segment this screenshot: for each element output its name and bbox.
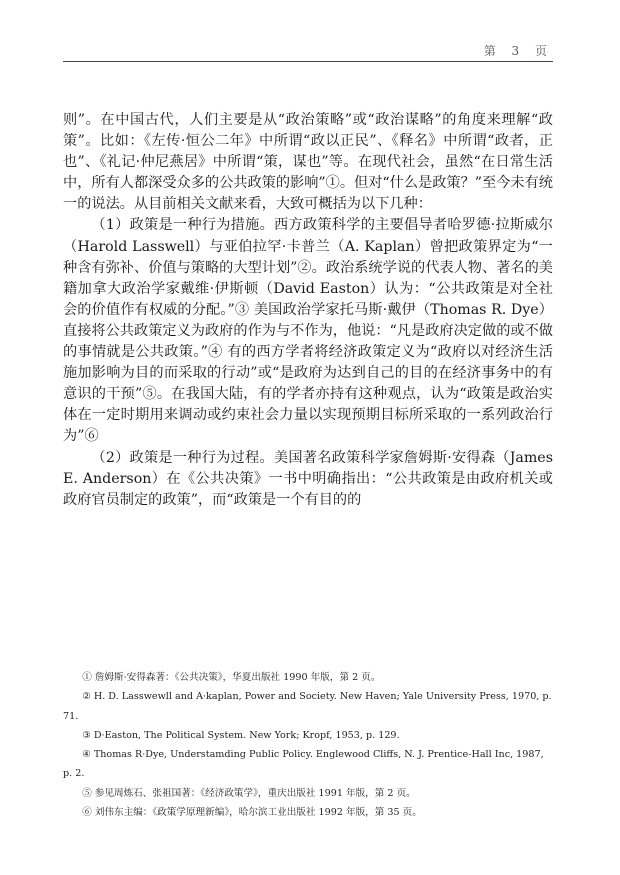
paragraph-3: （2）政策是一种行为过程。美国著名政策科学家詹姆斯·安得森（James E. Anderson）在《公共决策》一书中明确指出：“公共政策是由政府机关或政府官员制定的政策”，而“政策是一个有目的的 xyxy=(63,449,553,508)
page-header xyxy=(63,42,553,59)
body-text xyxy=(63,110,553,511)
footnote-1: ① 詹姆斯·安得森著：《公共决策》，华夏出版社 1990 年版，第 2 页。 xyxy=(82,672,381,683)
header-rule xyxy=(63,61,553,62)
paragraph-1: 则”。在中国古代，人们主要是从“政治策略”或“政治谋略”的角度来理解“政策”。比如：《左传·恒公二年》中所谓“政以正民”、《释名》中所谓“政者，正也”、《礼记·仲尼燕居》中所谓“策，谋也”等。在现代社会，虽然“在日常生活中，所有人都深受众多的公共政策的影响”①。但对“什么是政策？”至今未有统一的说法。从目前相关文献来看，大致可概括为以下几种： xyxy=(63,112,553,213)
paragraph-2: （1）政策是一种行为措施。西方政策科学的主要倡导者哈罗德·拉斯威尔（Harold Lasswell）与亚伯拉罕·卡普兰（A. Kaplan）曾把政策界定为“一种含有弥补、价值与策略的大型计划”②。政治系统学说的代表人物、著名的美籍加拿大政治学家戴维·伊斯顿（David Easton）认为：“公共政策是对全社会的价值作有权威的分配。”③ 美国政治学家托马斯·戴伊（Thomas R. Dye）直接将公共政策定义为政府的作为与不作为，他说：“凡是政府决定做的或不做的事情就是公共政策。”④ 有的西方学者将经济政策定义为“政府以对经济生活施加影响为目的而采取的行动”或“是政府为达到自己的目的在经济事务中的有意识的干预”⑤。在我国大陆，有的学者亦持有这种观点，认为“政策是政治实体在一定时期用来调动或约束社会力量以实现预期目标所采取的一系列政治行为”⑥ xyxy=(63,217,553,445)
footnote-6: ⑥ 刘伟东主编：《政策学原理新编》，哈尔滨工业出版社 1992 年版，第 35 页。 xyxy=(82,807,422,819)
footnote-2: ② H. D. Lasswewll and A·kaplan, Power and Society. New Haven; Yale University Press, 1970, p. 71. xyxy=(63,691,552,722)
footnote-5: ⑤ 参见周炼石、张祖国著：《经济政策学》，重庆出版社 1991 年版，第 2 页。 xyxy=(82,787,416,799)
footnote-3: ③ D·Easton, The Political System. New York; Kropf, 1953, p. 129. xyxy=(82,729,400,741)
page-number: 第 3 页 xyxy=(483,44,553,58)
footnotes xyxy=(63,668,553,822)
footnote-4: ④ Thomas R·Dye, Understamding Public Policy. Englewood Cliffs, N. J. Prentice-Hall Inc, 1987, p. 2. xyxy=(63,749,544,780)
